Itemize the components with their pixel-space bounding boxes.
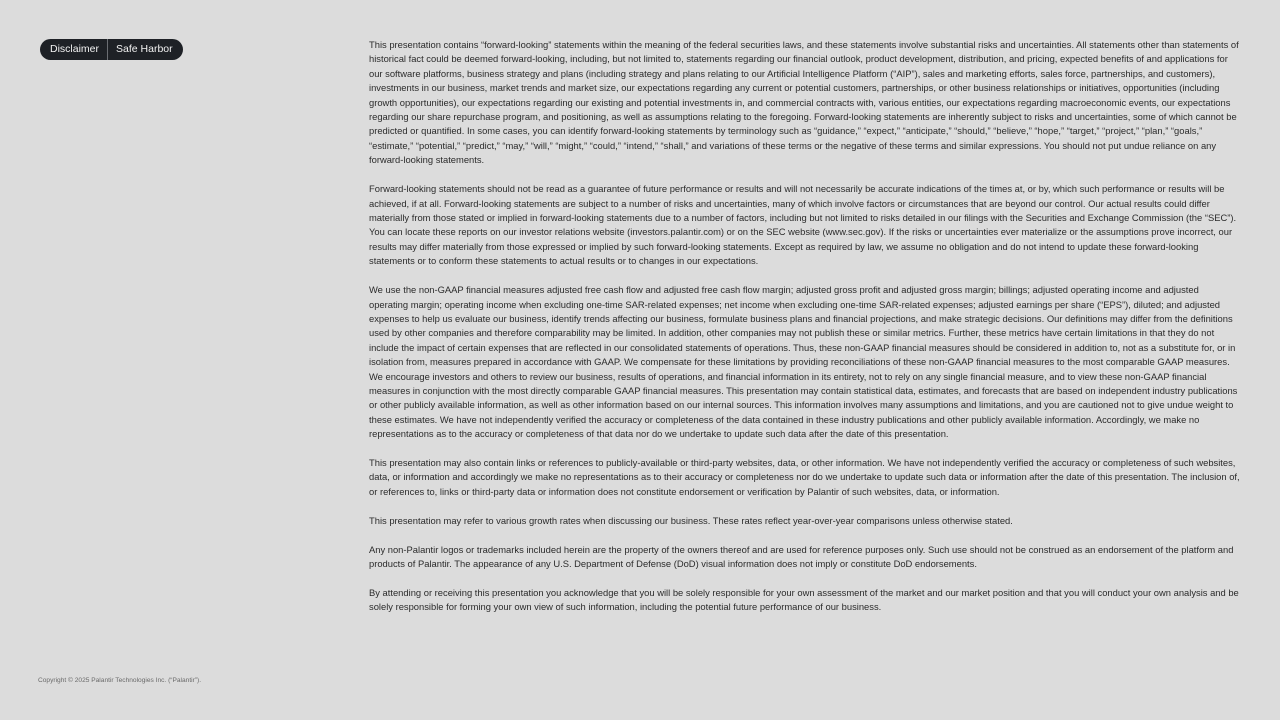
section-tabs: [40, 39, 183, 60]
copyright-notice: Copyright © 2025 Palantir Technologies Inc. (“Palantir”).: [38, 677, 202, 684]
paragraph-no-guarantee: Forward-looking statements should not be read as a guarantee of future performance or results and will not necessarily be accurate indications of the times at, or by, which such performance or results will be achieved, if at all. Forward-looking statements are subject to a number of risks and uncertainties, many of which involve factors or circumstances that are beyond our control. Our actual results could differ materially from those stated or implied in forward-looking statements due to a number of factors, including but not limited to risks detailed in our filings with the Securities and Exchange Commission (the “SEC”). You can locate these reports on our investor relations website (investors.palantir.com) or on the SEC website (www.sec.gov). If the risks or uncertainties ever materialize or the assumptions prove incorrect, our results may differ materially from those expressed or implied by such forward-looking statements. Except as required by law, we assume no obligation and do not intend to update these forward-looking statements or to conform these statements to actual results or to changes in our expectations.: [369, 183, 1237, 267]
paragraph-trademarks: Any non-Palantir logos or trademarks included herein are the property of the owners thereof and are used for reference purposes only. Such use should not be construed as an endorsement of the platform and products of Palantir. The appearance of any U.S. Department of Defense (DoD) visual information does not imply or constitute DoD endorsements.: [369, 543, 1234, 570]
disclaimer-body: [369, 38, 1240, 629]
paragraph-third-party-links: This presentation may also contain links or references to publicly-available or third-party websites, data, or other information. We have not independently verified the accuracy or completeness of such websites, data, or information and accordingly we make no representations as to their accuracy or completeness nor do we undertake to update such data or information after the date of this presentation. The inclusion of, or references to, links or third-party data or information does not constitute endorsement or verification by Palantir of such websites, data, or information.: [369, 457, 1240, 497]
paragraph-non-gaap: We use the non-GAAP financial measures adjusted free cash flow and adjusted free cash flow margin; adjusted gross profit and adjusted gross margin; billings; adjusted operating income and adjusted operating margin; operating income when excluding one-time SAR-related expenses; net income when excluding one-time SAR-related expenses; adjusted earnings per share (“EPS”), diluted; and adjusted expenses to help us evaluate our business, identify trends affecting our business, formulate business plans and financial projections, and make strategic decisions. Our definitions may differ from the definitions used by other companies and therefore comparability may be limited. In addition, other companies may not publish these or similar metrics. Further, these metrics have certain limitations in that they do not include the impact of certain expenses that are reflected in our consolidated statements of operations. Thus, these non-GAAP financial measures should be considered in addition to, not as a substitute for, or in isolation from, measures prepared in accordance with GAAP. We compensate for these limitations by providing reconciliations of these non-GAAP financial measures to the most comparable GAAP measures. We encourage investors and others to review our business, results of operations, and financial information in its entirety, not to rely on any single financial measure, and to view these non-GAAP financial measures in conjunction with the most directly comparable GAAP financial measures. This presentation may contain statistical data, estimates, and forecasts that are based on independent industry publications or other publicly available information, as well as other information based on our internal sources. This information involves many assumptions and limitations, and you are cautioned not to give undue weight to these estimates. We have not independently verified the accuracy or completeness of the data contained in these industry publications and other publicly available information. Accordingly, we make no representations as to the accuracy or completeness of that data nor do we undertake to update such data after the date of this presentation.: [369, 284, 1238, 440]
paragraph-growth-rates: This presentation may refer to various growth rates when discussing our business. These rates reflect year-over-year comparisons unless otherwise stated.: [369, 514, 1013, 526]
paragraph-forward-looking: This presentation contains “forward-looking” statements within the meaning of the federal securities laws, and these statements involve substantial risks and uncertainties. All statements other than statements of historical fact could be deemed forward-looking, including, but not limited to, statements regarding our financial outlook, product development, distribution, and pricing, expected benefits of and applications for our software platforms, business strategy and plans (including strategy and plans relating to our Artificial Intelligence Platform (“AIP”), sales and marketing efforts, sales force, partnerships, and customers), investments in our business, market trends and market size, our expectations regarding any current or potential customers, partnerships, or other business relationships or initiatives, opportunities (including growth opportunities), our expectations regarding our existing and potential investments in, and commercial contracts with, various entities, our expectations regarding macroeconomic events, our expectations regarding our share repurchase program, and positioning, as well as assumptions relating to the foregoing. Forward-looking statements are inherently subject to risks and uncertainties, some of which cannot be predicted or quantified. In some cases, you can identify forward-looking statements by terminology such as “guidance,” “expect,” “anticipate,” “should,” “believe,” “hope,” “target,” “project,” “plan,” “goals,” “estimate,” “potential,” “predict,” “may,” “will,” “might,” “could,” “intend,” “shall,” and variations of these terms or the negative of these terms and similar expressions. You should not put undue reliance on any forward-looking statements.: [369, 39, 1239, 166]
paragraph-acknowledgement: By attending or receiving this presentation you acknowledge that you will be solely responsible for your own assessment of the market and our market position and that you will conduct your own analysis and be solely responsible for forming your own view of such information, including the potential future performance of our business.: [369, 587, 1239, 613]
tab-disclaimer[interactable]: Disclaimer: [50, 43, 100, 55]
tab-safe-harbor[interactable]: Safe Harbor: [107, 39, 183, 60]
